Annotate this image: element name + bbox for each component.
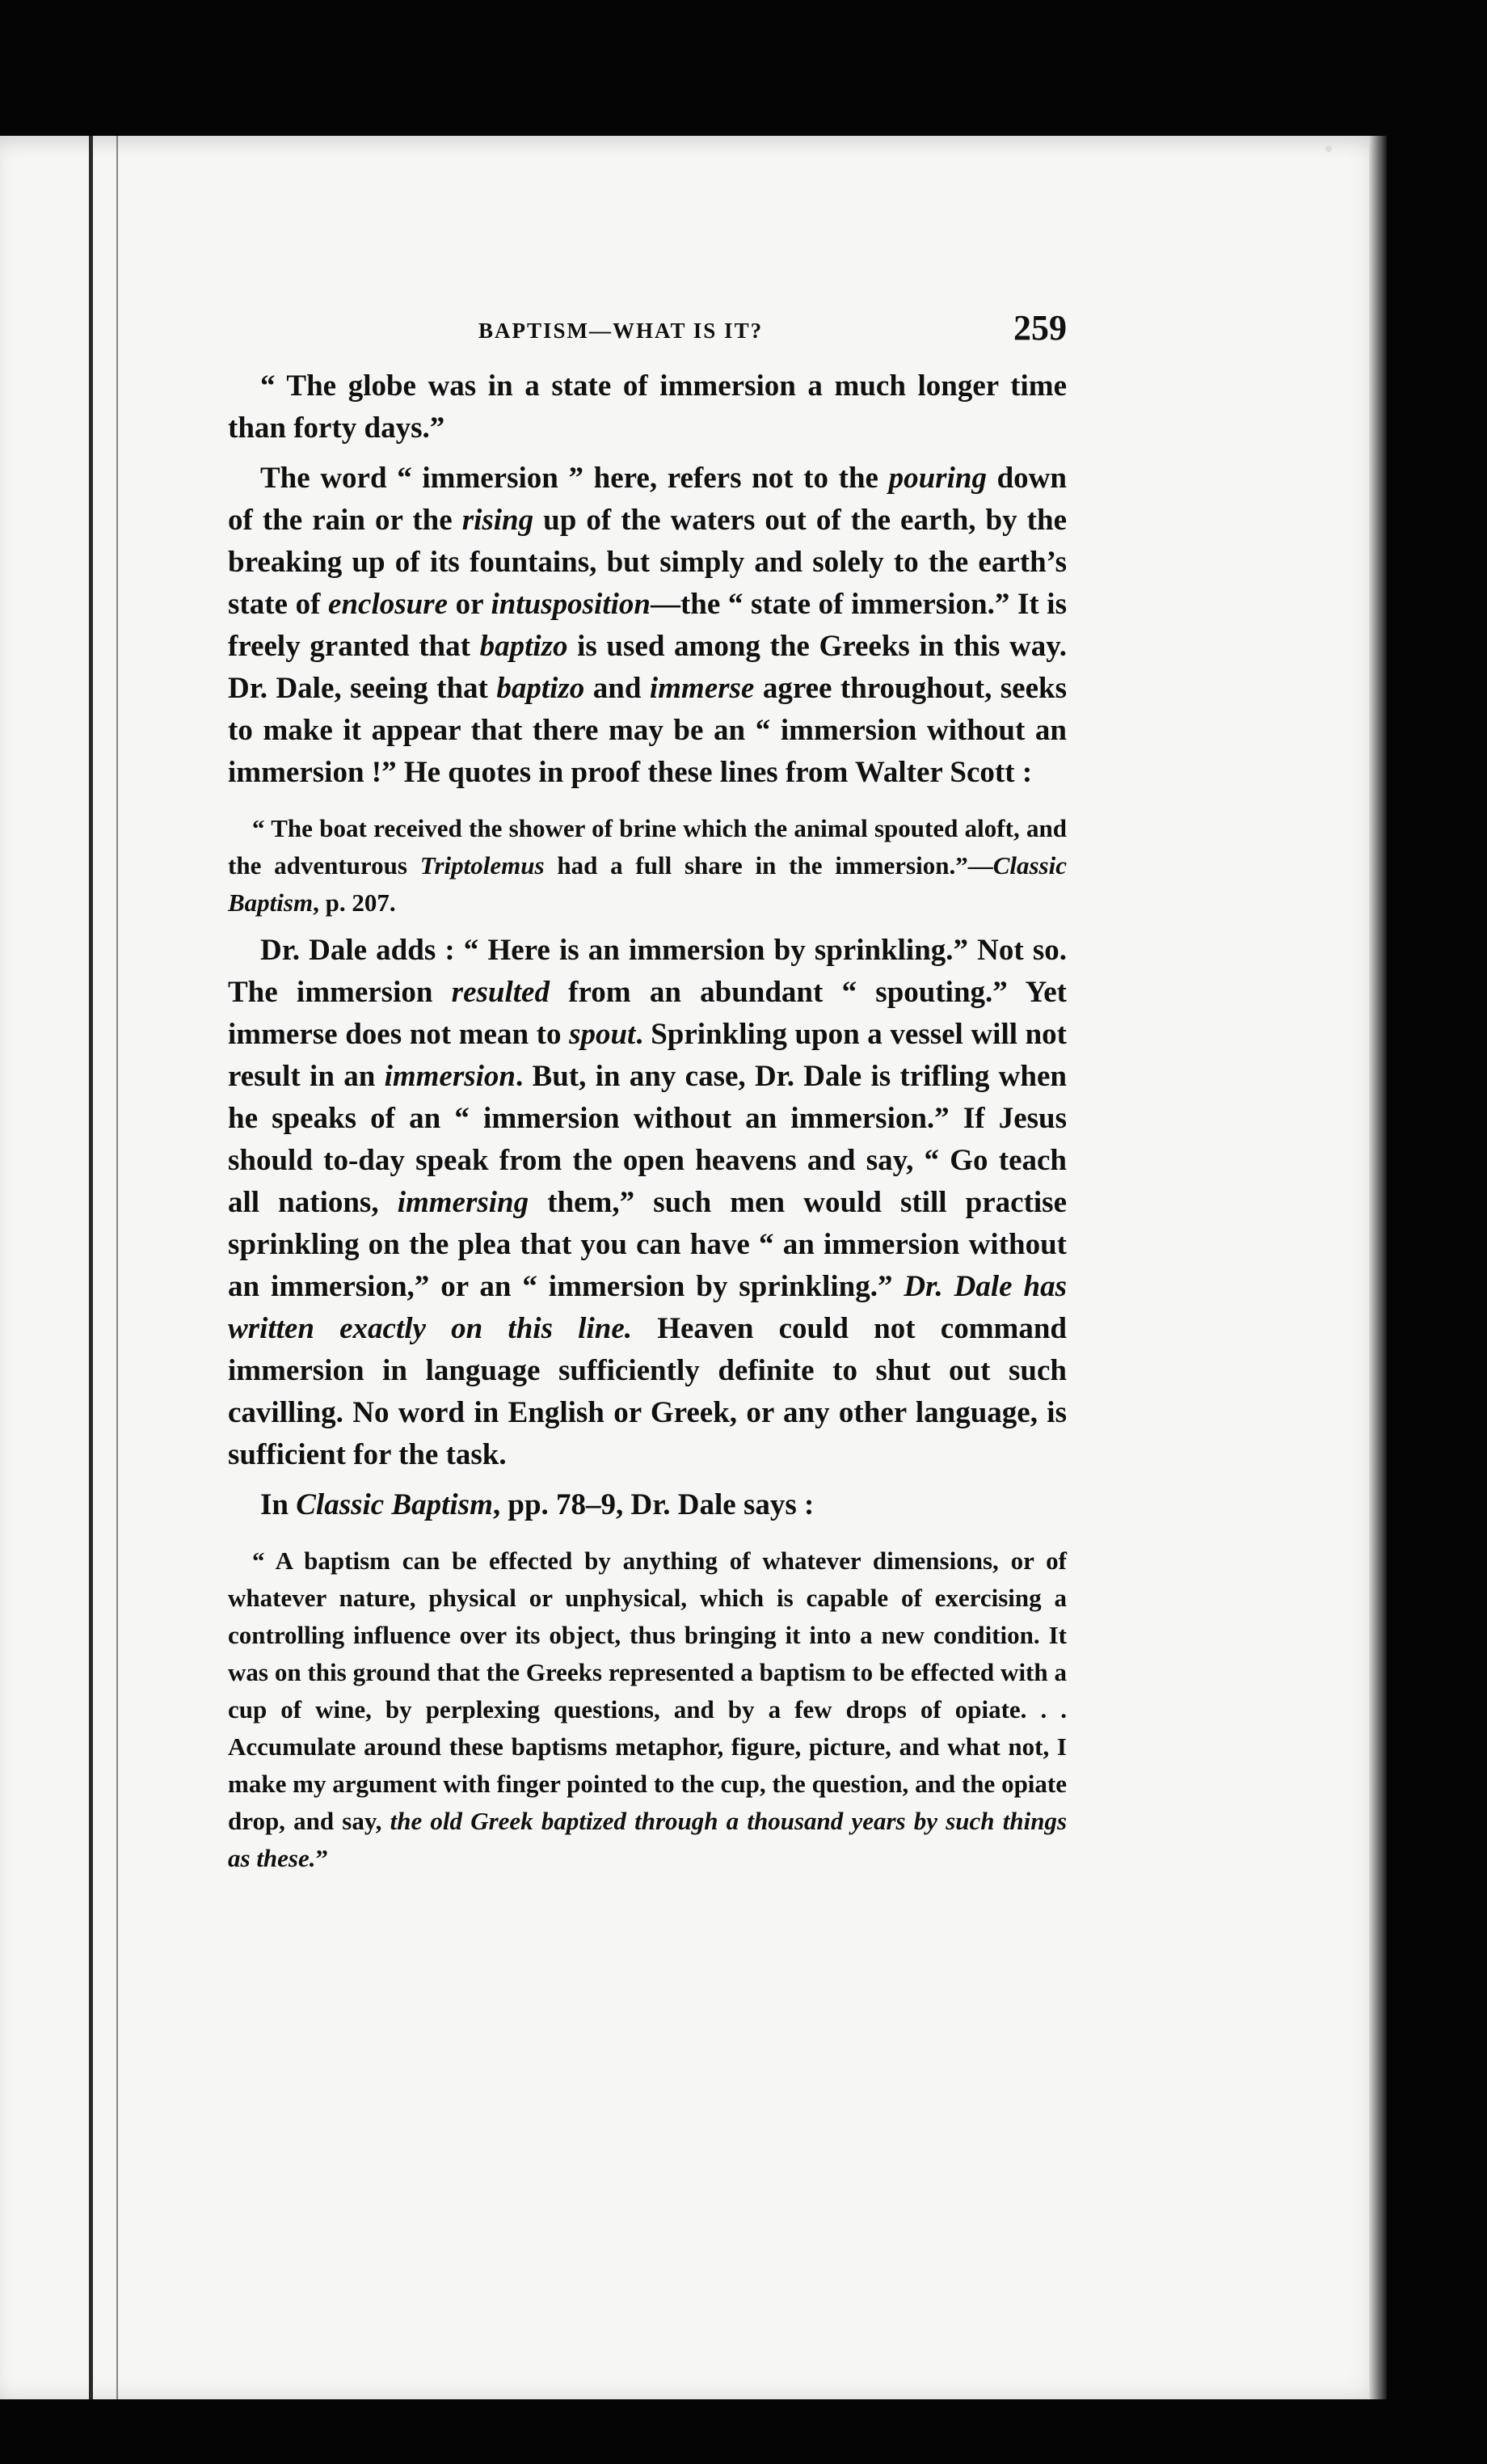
margin-rule xyxy=(116,136,118,2399)
quoted-line: “ The globe was in a state of immersion a much longer time than forty days.” xyxy=(228,369,1067,445)
page-number: 259 xyxy=(1013,308,1067,348)
block-quote-dale: “ A baptism can be effected by anything of whatever dimensions, or of whatever nature, physical or unphysical, which is capable of exercising a controlling influence over its object, thus bringing it into a new condition. It was on this ground that the Greeks represented a baptism to be effected with a cup of wine, by perplexing questions, and by a few drops of opiate. . . Accumulate around these baptisms metaphor, figure, picture, and what not, I make my argument with finger pointed to the cup, the question, and the opiate drop, and say, the old Greek baptized through a thousand years by such things as these.” xyxy=(228,1546,1068,1872)
binding-rule xyxy=(89,136,93,2399)
book-page xyxy=(0,136,1387,2399)
paragraph-dale-adds: Dr. Dale adds : “ Here is an immersion by sprinkling.” Not so. The immersion resulted from an abundant “ spouting.” Yet immerse does not mean to spout. Sprinkling upon a vessel will not result in an immersion. But, in any case, Dr. Dale is trifling when he speaks of an “ immersion without an immersion.” If Jesus should to-day speak from the open heavens and say, “ Go teach all nations, immersing them,” such men would still practise sprinkling on the plea that you can have “ an immersion without an immersion,” or an “ immersion by sprinkling.” Dr. Dale has written exactly on this line. Heaven could not command immersion in language sufficiently definite to shut out such cavilling. No word in English or Greek, or any other language, is sufficient for the task. xyxy=(228,934,1068,1471)
running-head: BAPTISM—WHAT IS IT? xyxy=(478,319,764,343)
block-quote-scott: “ The boat received the shower of brine which the animal spouted aloft, and the adventurous Triptolemus had a full share in the immersion.”—Classic Baptism, p. 207. xyxy=(228,814,1067,917)
page-header xyxy=(228,304,1067,352)
text-column xyxy=(228,304,1067,1884)
paragraph-dale-says: In Classic Baptism, pp. 78–9, Dr. Dale says : xyxy=(260,1488,815,1521)
page-edge-shadow xyxy=(1369,136,1387,2399)
print-speck xyxy=(1325,146,1332,152)
paragraph-immersion: The word “ immersion ” here, refers not to the pouring down of the rain or the rising up of the waters out of the earth, by the breaking up of its fountains, but simply and solely to the earth’s state of enclosure or intusposition—the “ state of immersion.” It is freely granted that baptizo is used among the Greeks in this way. Dr. Dale, seeing that baptizo and immerse agree throughout, seeks to make it appear that there may be an “ immersion without an immersion !” He quotes in proof these lines from Walter Scott : xyxy=(228,462,1068,789)
